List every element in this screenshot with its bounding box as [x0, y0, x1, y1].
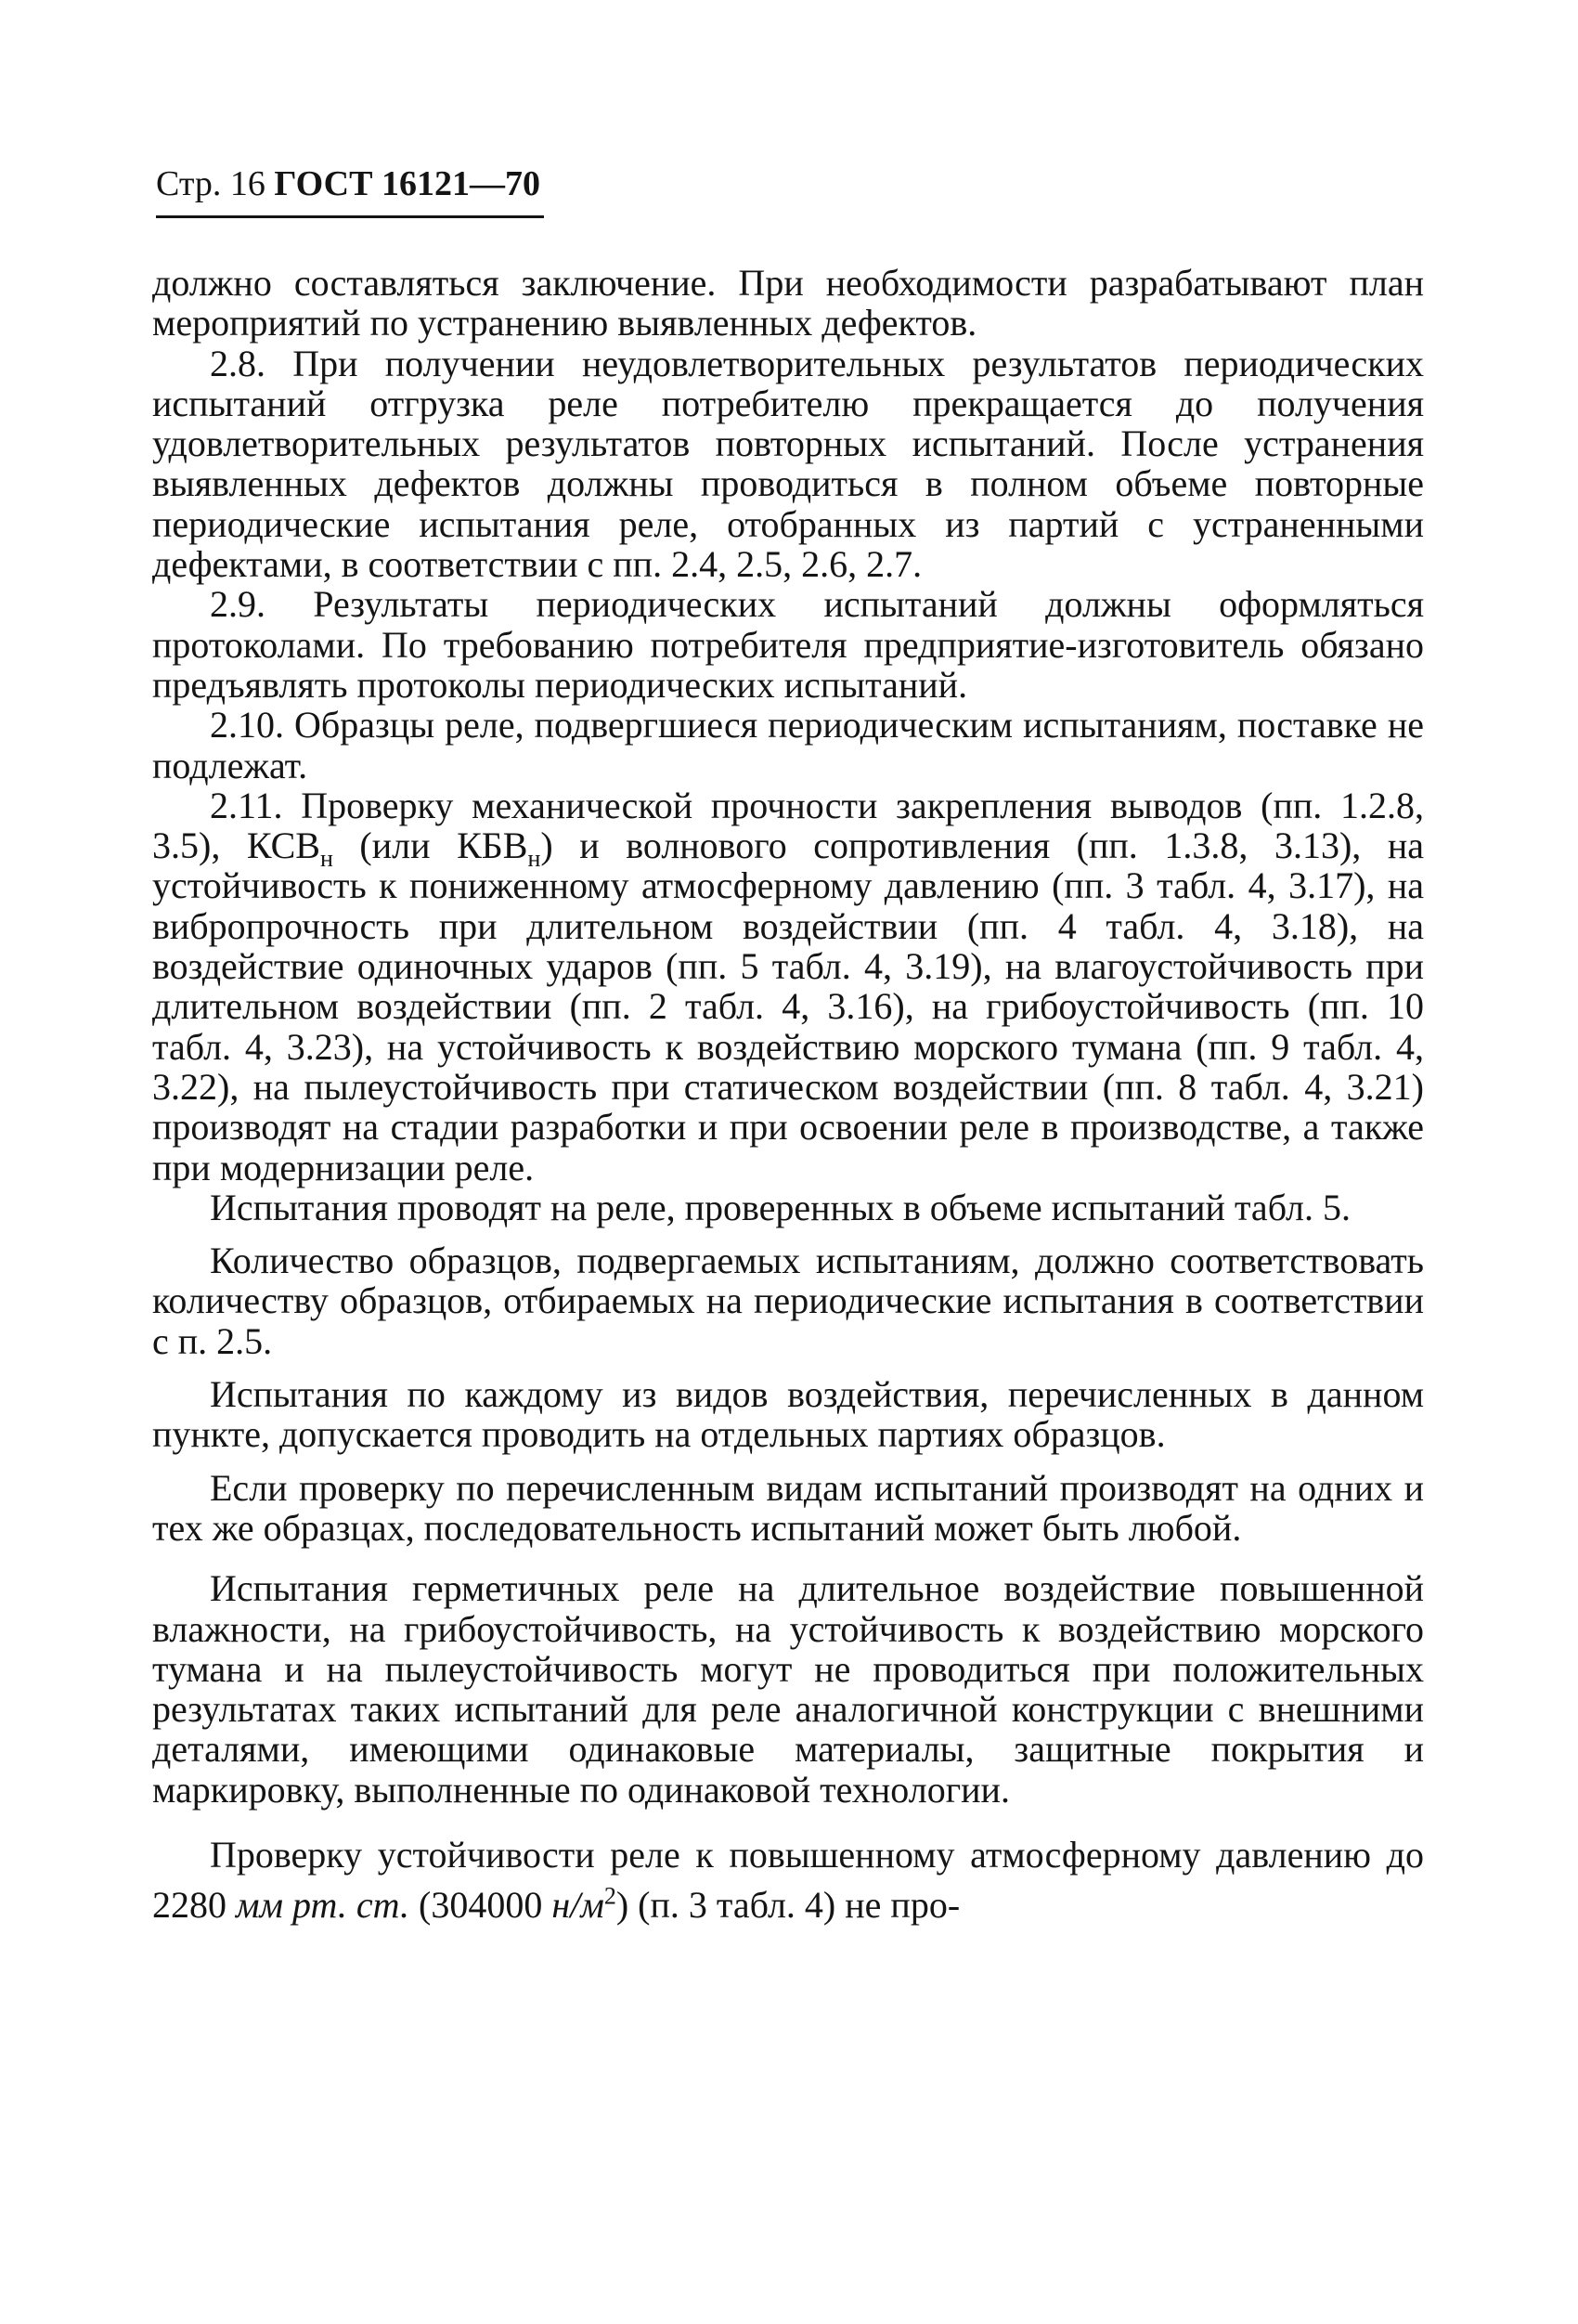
paragraph-tests-table5: Испытания проводят на реле, проверенных в объеме испытаний табл. 5.	[210, 1186, 1352, 1228]
unit-mmhg: мм рт. ст.	[236, 1883, 410, 1926]
paragraph-2-10: 2.10. Образцы реле, подвергшиеся периодическим испытаниям, поставке не подлежат.	[152, 704, 1424, 786]
header-divider	[156, 215, 544, 218]
paragraph-separate-batches: Испытания по каждому из видов воздействия, перечисленных в данном пункте, допускается проводить на отдельных партиях образцов.	[152, 1373, 1424, 1456]
standard-number: ГОСТ 16121—70	[274, 164, 540, 203]
paragraph-sample-count: Количество образцов, подвергаемых испытаниям, должно соответствовать количеству образцов, отбираемых на периодические испытания в соответствии с п. 2.5.	[152, 1240, 1424, 1362]
subscript-n: н	[527, 845, 541, 873]
paragraph-pressure-part-b: (304000	[409, 1883, 552, 1926]
paragraph-2-11-part-b: (или КБВ	[332, 824, 528, 867]
paragraph-hermetic-relays: Испытания герметичных реле на длительное воздействие повышенной влажности, на грибоустойчивость, на устойчивость к воздействию морского тумана и на пылеустойчивость могут не проводиться при положительных результатах таких испытаний для реле аналогичной конструкции с внешними деталями, имеющими одинаковые материалы, защитные покрытия и маркировку, выполненные по одинаковой технологии.	[152, 1567, 1424, 1811]
paragraph-2-8: 2.8. При получении неудовлетворительных результатов периодических испытаний отгрузка реле потребителю прекращается до получения удовлетворительных результатов повторных испытаний. После устранения выявленных дефектов должны проводиться в полном объеме повторные периодические испытания реле, отобранных из партий с устраненными дефектами, в соответствии с пп. 2.4, 2.5, 2.6, 2.7.	[152, 342, 1424, 586]
paragraph-pressure-part-a: Проверку устойчивости реле к повышенному атмосферному давлению до 2280	[152, 1833, 1424, 1926]
unit-newton-per-m2: н/м	[551, 1883, 604, 1926]
paragraph-2-9: 2.9. Результаты периодических испытаний должны оформляться протоколами. По требованию потребителя предприятие-изготовитель обязано предъявлять протоколы периодических испытаний.	[152, 583, 1424, 706]
subscript-n: н	[319, 845, 333, 873]
page-header	[156, 163, 540, 204]
page-number: Стр. 16	[156, 164, 265, 203]
paragraph-2-11	[152, 785, 1424, 1188]
paragraph-continuation: должно составляться заключение. При необходимости разрабатывают план мероприятий по устранению выявленных дефектов.	[152, 262, 1424, 344]
superscript-2: 2	[603, 1882, 616, 1910]
document-body	[152, 263, 1424, 1930]
paragraph-pressure-test	[152, 1830, 1424, 1930]
paragraph-2-11-part-c: ) и волнового сопротивления (пп. 1.3.8, 3.13), на устойчивость к пониженному атмосферному давлению (пп. 3 табл. 4, 3.17), на вибропрочность при длительном воздействии (пп. 4 табл. 4, 3.18), на воздействие одиночных ударов (пп. 5 табл. 4, 3.19), на влагоустойчивость при длительном воздействии (пп. 2 табл. 4, 3.16), на грибоустойчивость (пп. 10 табл. 4, 3.23), на устойчивость к воздействию морского тумана (пп. 9 табл. 4, 3.22), на пылеустойчивость при статическом воздействии (пп. 8 табл. 4, 3.21) производят на стадии разработки и при освоении реле в производстве, а также при модернизации реле.	[152, 824, 1424, 1188]
paragraph-test-sequence: Если проверку по перечисленным видам испытаний производят на одних и тех же образцах, последовательность испытаний может быть любой.	[152, 1466, 1424, 1549]
paragraph-2-11-part-a: 2.11. Проверку механической прочности закрепления выводов (пп. 1.2.8, 3.5), КСВ	[152, 784, 1424, 867]
paragraph-pressure-part-c: ) (п. 3 табл. 4) не про-	[615, 1883, 961, 1926]
